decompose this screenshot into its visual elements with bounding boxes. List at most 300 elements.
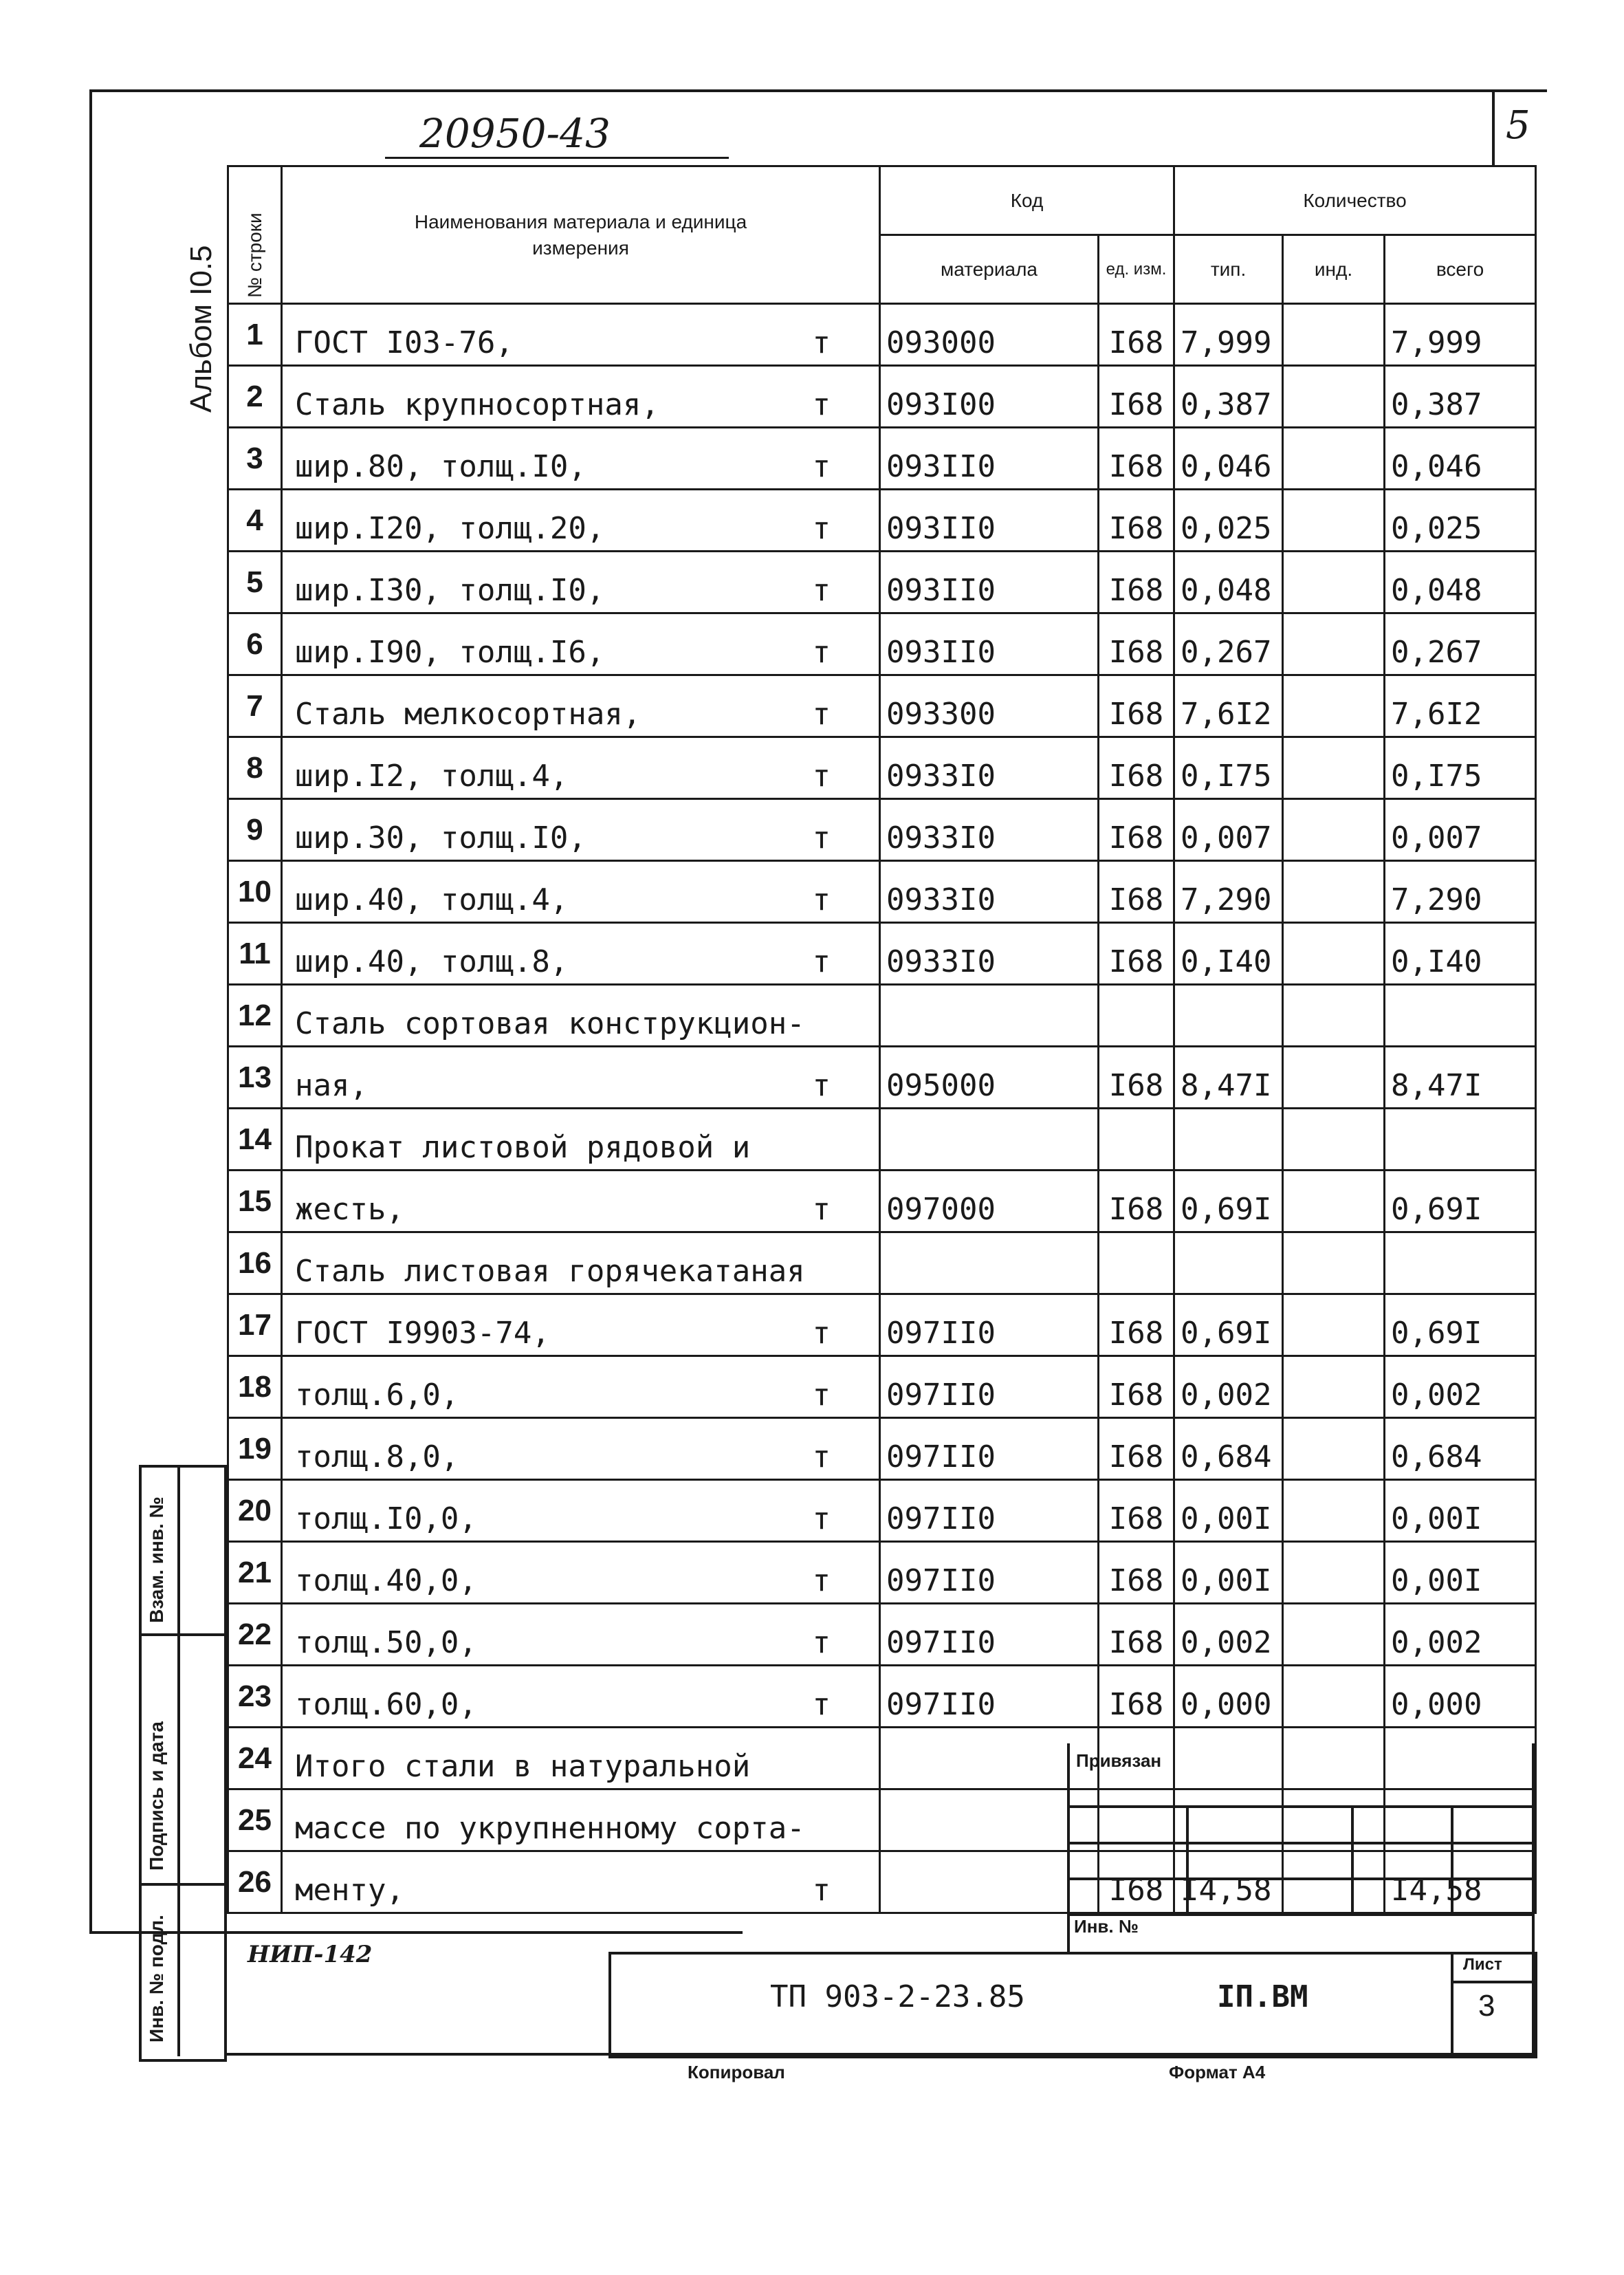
material-name-cell (282, 923, 880, 985)
table-row (228, 861, 1536, 923)
unit-code: I68 (1108, 944, 1164, 979)
side-stamp-divider-1 (139, 1633, 224, 1636)
unit-label: т (812, 759, 831, 794)
row-number: 20 (238, 1493, 272, 1527)
material-name-cell (282, 1789, 880, 1851)
material-code: 0933I0 (886, 882, 996, 917)
row-number-cell (228, 304, 282, 366)
material-code-cell (880, 1542, 1099, 1604)
material-name-cell (282, 1356, 880, 1418)
qty-total-cell (1385, 923, 1536, 985)
material-code: 097II0 (886, 1563, 996, 1598)
qty-ind-cell (1283, 1728, 1385, 1789)
qty-total-cell (1385, 428, 1536, 490)
unit-label: т (812, 1873, 831, 1908)
unit-label: т (812, 1501, 831, 1536)
row-number-cell (228, 1418, 282, 1480)
unit-code-cell (1099, 304, 1174, 366)
material-name-cell (282, 799, 880, 861)
qty-typ: 0,387 (1181, 387, 1272, 422)
unit-label: т (812, 387, 831, 422)
unit-code-cell (1099, 366, 1174, 428)
qty-typ: 7,999 (1181, 325, 1272, 360)
material-code-cell (880, 861, 1099, 923)
material-code: 093II0 (886, 449, 996, 484)
side-stamp-divider-2 (139, 1883, 224, 1886)
qty-ind-cell (1283, 552, 1385, 613)
qty-typ: 7,6I2 (1181, 697, 1272, 732)
row-number-cell (228, 985, 282, 1047)
material-code-cell (880, 1666, 1099, 1728)
row-number-cell (228, 861, 282, 923)
row-number-cell (228, 1666, 282, 1728)
unit-code: I68 (1108, 882, 1164, 917)
material-code-cell (880, 1728, 1099, 1789)
privyazan-col-3 (1451, 1805, 1453, 1913)
row-number-cell (228, 552, 282, 613)
qty-total-cell (1385, 675, 1536, 737)
qty-typ-cell (1174, 1604, 1283, 1666)
qty-total: 0,684 (1391, 1439, 1482, 1474)
sheet-number: 3 (1478, 1989, 1495, 2023)
material-code-cell (880, 428, 1099, 490)
unit-label: т (812, 325, 831, 360)
qty-typ-cell (1174, 304, 1283, 366)
unit-code-cell (1099, 613, 1174, 675)
qty-ind-cell (1283, 1418, 1385, 1480)
unit-code: I68 (1108, 1563, 1164, 1598)
qty-typ-cell (1174, 1542, 1283, 1604)
inv-no-label: Инв. № (1074, 1916, 1139, 1937)
qty-ind-cell (1283, 1356, 1385, 1418)
material-code: 095000 (886, 1068, 996, 1103)
qty-typ: 0,048 (1181, 573, 1272, 608)
qty-total: 0,69I (1391, 1192, 1482, 1227)
frame-top-line (89, 89, 1547, 92)
material-code-cell (880, 366, 1099, 428)
qty-total: 0,267 (1391, 635, 1482, 670)
qty-typ: 0,69I (1181, 1192, 1272, 1227)
row-number: 14 (238, 1122, 272, 1156)
unit-label: т (812, 1625, 831, 1660)
qty-typ-cell (1174, 737, 1283, 799)
qty-typ: 0,007 (1181, 820, 1272, 856)
album-label: Альбом I0.5 (184, 245, 218, 413)
unit-code: I68 (1108, 1625, 1164, 1660)
material-name: шир.30, толщ.I0, (295, 820, 586, 856)
material-code-cell (880, 799, 1099, 861)
row-number: 9 (246, 812, 263, 847)
material-name-cell (282, 1666, 880, 1728)
table-row (228, 1232, 1536, 1294)
row-number-cell (228, 1109, 282, 1171)
material-name-cell (282, 1418, 880, 1480)
qty-typ-cell (1174, 428, 1283, 490)
material-code: 097II0 (886, 1439, 996, 1474)
material-name-cell (282, 1604, 880, 1666)
qty-total-cell (1385, 1480, 1536, 1542)
qty-typ: 0,00I (1181, 1501, 1272, 1536)
qty-total: 0,002 (1391, 1625, 1482, 1660)
row-number-header-cell (228, 166, 282, 304)
title-block (608, 1952, 1537, 2058)
material-name-cell (282, 1728, 880, 1789)
material-name: шир.80, толщ.I0, (295, 449, 586, 484)
row-number-cell (228, 675, 282, 737)
vzam-inv-label: Взам. инв. № (146, 1496, 167, 1623)
qty-ind-cell (1283, 985, 1385, 1047)
material-name-cell (282, 737, 880, 799)
podpis-data-label: Подпись и дата (146, 1721, 167, 1871)
code-material-header: материала (880, 235, 1099, 304)
row-number: 8 (246, 750, 263, 785)
unit-code: I68 (1108, 325, 1164, 360)
material-name: шир.I20, толщ.20, (295, 511, 605, 546)
material-code: 097II0 (886, 1378, 996, 1413)
material-name-cell (282, 861, 880, 923)
material-name-cell (282, 1542, 880, 1604)
material-name: ГОСТ I03-76, (295, 325, 514, 360)
unit-code-cell (1099, 985, 1174, 1047)
unit-label: т (812, 635, 831, 670)
table-row (228, 737, 1536, 799)
material-code-cell (880, 923, 1099, 985)
row-number-cell (228, 428, 282, 490)
sheet-label: Лист (1463, 1955, 1502, 1974)
table-row (228, 1109, 1536, 1171)
material-name-cell (282, 552, 880, 613)
table-row (228, 1480, 1536, 1542)
unit-label: т (812, 1687, 831, 1722)
unit-code: I68 (1108, 1316, 1164, 1351)
material-name: Сталь листовая горячекатаная (295, 1254, 805, 1289)
unit-code-cell (1099, 490, 1174, 552)
material-name: толщ.I0,0, (295, 1501, 477, 1536)
material-code: 097000 (886, 1192, 996, 1227)
qty-total-cell (1385, 552, 1536, 613)
qty-ind-cell (1283, 1480, 1385, 1542)
unit-code: I68 (1108, 1439, 1164, 1474)
material-code: 0933I0 (886, 944, 996, 979)
qty-typ-cell (1174, 861, 1283, 923)
qty-typ-cell (1174, 985, 1283, 1047)
material-code-cell (880, 1356, 1099, 1418)
material-name: толщ.40,0, (295, 1563, 477, 1598)
qty-total: 0,00I (1391, 1563, 1482, 1598)
qty-total: 0,387 (1391, 387, 1482, 422)
qty-total: 7,290 (1391, 882, 1482, 917)
table-row (228, 1728, 1536, 1789)
qty-total: 8,47I (1391, 1068, 1482, 1103)
unit-code-cell (1099, 737, 1174, 799)
row-number-cell (228, 1604, 282, 1666)
material-name: шир.40, толщ.8, (295, 944, 569, 979)
material-name: Сталь сортовая конструкцион- (295, 1006, 805, 1041)
qty-total-cell (1385, 1418, 1536, 1480)
row-number: 11 (239, 936, 271, 970)
material-name: толщ.8,0, (295, 1439, 459, 1474)
qty-ind-cell (1283, 1604, 1385, 1666)
row-number-cell (228, 737, 282, 799)
frame-left-line (89, 89, 92, 1933)
qty-total: 0,000 (1391, 1687, 1482, 1722)
unit-label: т (812, 1439, 831, 1474)
side-stamp-inner-line (177, 1465, 180, 2056)
qty-total-cell (1385, 799, 1536, 861)
qty-total: 0,69I (1391, 1316, 1482, 1351)
row-number: 21 (238, 1555, 272, 1589)
material-code-cell (880, 1232, 1099, 1294)
unit-code: I68 (1108, 573, 1164, 608)
row-number-cell (228, 1232, 282, 1294)
qty-typ: 0,684 (1181, 1439, 1272, 1474)
unit-code-cell (1099, 1542, 1174, 1604)
privyazan-line-2 (1067, 1842, 1535, 1844)
code-header: Код (880, 166, 1174, 235)
table-row (228, 366, 1536, 428)
material-name-cell (282, 1109, 880, 1171)
qty-total: 0,025 (1391, 511, 1482, 546)
row-number-cell (228, 613, 282, 675)
unit-label: т (812, 1192, 831, 1227)
unit-label: т (812, 1068, 831, 1103)
qty-total: 0,00I (1391, 1501, 1482, 1536)
name-header (282, 166, 880, 304)
unit-code-cell (1099, 1666, 1174, 1728)
qty-typ-header: тип. (1174, 235, 1283, 304)
row-number-cell (228, 1047, 282, 1109)
row-number: 7 (246, 688, 263, 723)
row-number-header: № строки (244, 213, 265, 298)
unit-code-cell (1099, 428, 1174, 490)
qty-total: 0,002 (1391, 1378, 1482, 1413)
row-number: 17 (238, 1307, 272, 1342)
qty-total-cell (1385, 1728, 1536, 1789)
unit-label: т (812, 820, 831, 856)
material-name: Сталь крупносортная, (295, 387, 659, 422)
privyazan-col-2 (1351, 1805, 1354, 1913)
material-code-cell (880, 552, 1099, 613)
table-row (228, 1666, 1536, 1728)
material-code-cell (880, 1418, 1099, 1480)
row-number-cell (228, 1542, 282, 1604)
qty-ind-cell (1283, 737, 1385, 799)
material-code: 097II0 (886, 1625, 996, 1660)
privyazan-line-3 (1067, 1877, 1535, 1880)
row-number-cell (228, 1851, 282, 1913)
table-row (228, 552, 1536, 613)
qty-total-cell (1385, 1356, 1536, 1418)
qty-typ: 0,002 (1181, 1378, 1272, 1413)
lower-left-line (224, 1743, 227, 2053)
qty-total: 0,I40 (1391, 944, 1482, 979)
qty-typ-cell (1174, 1480, 1283, 1542)
row-number-cell (228, 1171, 282, 1232)
qty-typ: 0,046 (1181, 449, 1272, 484)
material-name-cell (282, 366, 880, 428)
qty-typ: 0,000 (1181, 1687, 1272, 1722)
qty-ind-cell (1283, 923, 1385, 985)
qty-ind-cell (1283, 366, 1385, 428)
qty-total-cell (1385, 1171, 1536, 1232)
qty-typ: I4,58 (1181, 1873, 1272, 1908)
qty-total: 7,6I2 (1391, 697, 1482, 732)
qty-total: I4,58 (1391, 1873, 1482, 1908)
unit-label: т (812, 1378, 831, 1413)
qty-total-cell (1385, 861, 1536, 923)
qty-typ: 0,69I (1181, 1316, 1272, 1351)
material-code-cell (880, 737, 1099, 799)
qty-typ-cell (1174, 1666, 1283, 1728)
qty-typ-cell (1174, 613, 1283, 675)
unit-code: I68 (1108, 1068, 1164, 1103)
row-number: 2 (246, 379, 263, 413)
unit-code: I68 (1108, 1192, 1164, 1227)
unit-code-cell (1099, 1480, 1174, 1542)
qty-total-cell (1385, 1604, 1536, 1666)
qty-total-cell (1385, 304, 1536, 366)
qty-ind-cell (1283, 1542, 1385, 1604)
row-number-cell (228, 799, 282, 861)
quantity-header: Количество (1174, 166, 1536, 235)
material-code-cell (880, 1604, 1099, 1666)
row-number: 10 (238, 874, 272, 908)
table-row (228, 1604, 1536, 1666)
qty-ind-cell (1283, 1171, 1385, 1232)
inv-podl-label: Инв. № подл. (146, 1915, 167, 2043)
qty-ind-header: инд. (1283, 235, 1385, 304)
material-code-cell (880, 304, 1099, 366)
qty-typ-cell (1174, 1232, 1283, 1294)
qty-total-cell (1385, 1047, 1536, 1109)
material-name: Прокат листовой рядовой и (295, 1130, 751, 1165)
document-number-underline (385, 157, 729, 159)
qty-typ-cell (1174, 552, 1283, 613)
material-name-cell (282, 1232, 880, 1294)
unit-code: I68 (1108, 1378, 1164, 1413)
unit-code-cell (1099, 799, 1174, 861)
qty-typ-cell (1174, 1294, 1283, 1356)
row-number: 3 (246, 441, 263, 475)
qty-total-cell (1385, 1109, 1536, 1171)
material-code: 0933I0 (886, 759, 996, 794)
qty-ind-cell (1283, 1047, 1385, 1109)
table-row (228, 1542, 1536, 1604)
table-row (228, 1851, 1536, 1913)
qty-typ-cell (1174, 1171, 1283, 1232)
material-name: Итого стали в натуральной (295, 1749, 751, 1784)
row-number: 18 (238, 1369, 272, 1404)
qty-ind-cell (1283, 1109, 1385, 1171)
unit-label: т (812, 697, 831, 732)
material-name: толщ.50,0, (295, 1625, 477, 1660)
row-number-cell (228, 1728, 282, 1789)
material-code: 097II0 (886, 1501, 996, 1536)
qty-ind-cell (1283, 1232, 1385, 1294)
material-name: менту, (295, 1873, 404, 1908)
unit-code: I68 (1108, 387, 1164, 422)
unit-code: I68 (1108, 759, 1164, 794)
name-header-label: Наименования материала и единица измерения (414, 210, 747, 259)
qty-typ-cell (1174, 799, 1283, 861)
qty-typ-cell (1174, 490, 1283, 552)
kopiroval-label: Копировал (688, 2062, 785, 2082)
qty-total-cell (1385, 985, 1536, 1047)
unit-code: I68 (1108, 449, 1164, 484)
row-number: 13 (238, 1060, 272, 1094)
format-label: Формат А4 (1169, 2062, 1266, 2082)
material-name: ная, (295, 1068, 368, 1103)
material-name-cell (282, 1851, 880, 1913)
row-number: 19 (238, 1431, 272, 1466)
qty-total-cell (1385, 490, 1536, 552)
qty-typ: 0,267 (1181, 635, 1272, 670)
table-row (228, 675, 1536, 737)
material-code: 093300 (886, 697, 996, 732)
unit-code-cell (1099, 552, 1174, 613)
material-code-cell (880, 1109, 1099, 1171)
material-name: шир.I90, толщ.I6, (295, 635, 605, 670)
bottom-mark: НИП-142 (248, 1941, 373, 1968)
material-name-cell (282, 613, 880, 675)
unit-code: I68 (1108, 1873, 1164, 1908)
qty-typ: 0,I75 (1181, 759, 1272, 794)
qty-total-cell (1385, 1666, 1536, 1728)
qty-typ-cell (1174, 1851, 1283, 1913)
unit-code-cell (1099, 1418, 1174, 1480)
row-number: 15 (238, 1184, 272, 1218)
table-row (228, 985, 1536, 1047)
unit-code: I68 (1108, 697, 1164, 732)
unit-code-cell (1099, 1604, 1174, 1666)
row-number: 16 (238, 1245, 272, 1280)
row-number-cell (228, 1294, 282, 1356)
qty-typ-cell (1174, 1047, 1283, 1109)
qty-total-cell (1385, 613, 1536, 675)
unit-code-cell (1099, 923, 1174, 985)
material-name-cell (282, 304, 880, 366)
qty-ind-cell (1283, 675, 1385, 737)
row-number-cell (228, 1480, 282, 1542)
material-code-cell (880, 1480, 1099, 1542)
table-row (228, 923, 1536, 985)
unit-code: I68 (1108, 1501, 1164, 1536)
row-number: 5 (246, 565, 263, 599)
material-name-cell (282, 1294, 880, 1356)
material-name: массе по укрупненному сорта- (295, 1811, 805, 1846)
unit-code-cell (1099, 1294, 1174, 1356)
qty-typ-cell (1174, 1418, 1283, 1480)
qty-total: 0,046 (1391, 449, 1482, 484)
unit-label: т (812, 573, 831, 608)
privyazan-line-1 (1067, 1805, 1535, 1808)
unit-label: т (812, 944, 831, 979)
material-name: шир.I30, толщ.I0, (295, 573, 605, 608)
material-code-cell (880, 1294, 1099, 1356)
row-number: 6 (246, 627, 263, 661)
qty-total: 7,999 (1391, 325, 1482, 360)
sheet-label-line (1451, 1981, 1532, 1983)
unit-code: I68 (1108, 1687, 1164, 1722)
table-row (228, 304, 1536, 366)
material-code-cell (880, 613, 1099, 675)
material-code: 093II0 (886, 573, 996, 608)
qty-ind-cell (1283, 861, 1385, 923)
qty-total-cell (1385, 1542, 1536, 1604)
unit-code: I68 (1108, 635, 1164, 670)
material-name: толщ.60,0, (295, 1687, 477, 1722)
row-number: 24 (238, 1741, 272, 1775)
